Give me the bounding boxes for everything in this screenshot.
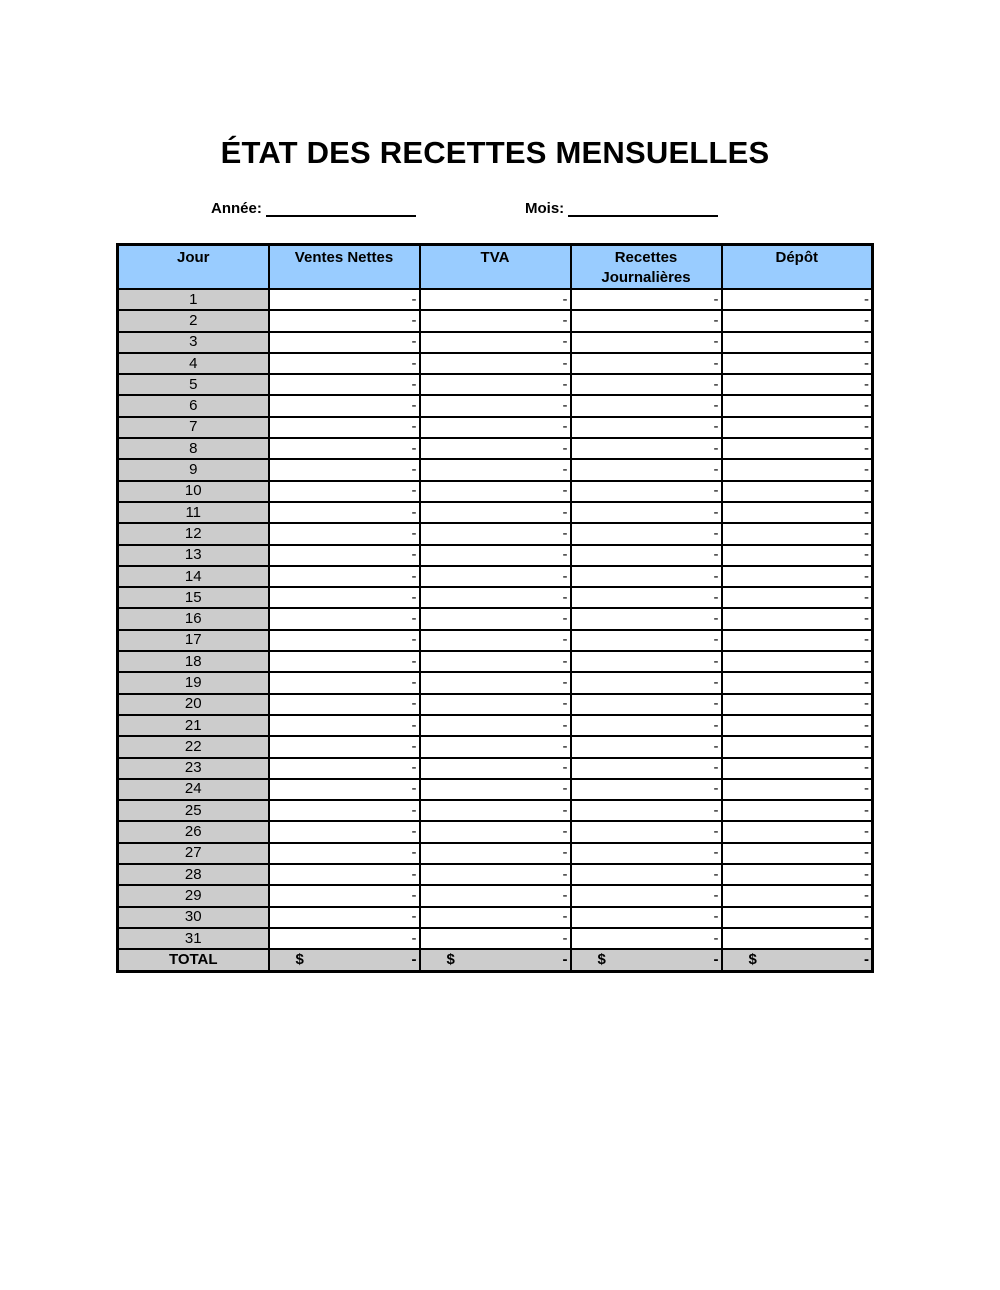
ventes-nettes-cell[interactable]: -	[269, 651, 420, 672]
depot-cell[interactable]: -	[722, 481, 873, 502]
ventes-nettes-cell[interactable]: -	[269, 608, 420, 629]
table-row	[118, 395, 873, 416]
annee-label: Année:	[211, 200, 262, 217]
recettes-journalieres-cell[interactable]: -	[571, 821, 722, 842]
ventes-nettes-cell[interactable]: -	[269, 310, 420, 331]
currency-symbol: $	[446, 951, 455, 969]
recettes-journalieres-cell[interactable]: -	[571, 459, 722, 480]
day-cell: 15	[118, 587, 269, 608]
recettes-journalieres-cell[interactable]: -	[571, 545, 722, 566]
depot-cell[interactable]: -	[722, 715, 873, 736]
day-cell: 17	[118, 630, 269, 651]
table-row	[118, 672, 873, 693]
recettes-journalieres-cell[interactable]: -	[571, 843, 722, 864]
depot-cell[interactable]: -	[722, 332, 873, 353]
table-row	[118, 587, 873, 608]
currency-symbol: $	[748, 951, 757, 969]
recettes-journalieres-cell[interactable]: -	[571, 353, 722, 374]
ventes-nettes-cell[interactable]: -	[269, 523, 420, 544]
tva-cell[interactable]: -	[420, 566, 571, 587]
depot-cell[interactable]: -	[722, 608, 873, 629]
depot-cell[interactable]: -	[722, 630, 873, 651]
recettes-journalieres-cell[interactable]: -	[571, 481, 722, 502]
table-row	[118, 694, 873, 715]
recettes-journalieres-cell[interactable]: -	[571, 310, 722, 331]
tva-cell[interactable]: -	[420, 587, 571, 608]
tva-cell[interactable]: -	[420, 864, 571, 885]
tva-cell[interactable]: -	[420, 736, 571, 757]
day-cell: 23	[118, 758, 269, 779]
tva-cell[interactable]: -	[420, 821, 571, 842]
table-row	[118, 800, 873, 821]
ventes-nettes-cell[interactable]: -	[269, 395, 420, 416]
annee-field	[211, 197, 416, 217]
tva-cell[interactable]: -	[420, 608, 571, 629]
recettes-journalieres-cell[interactable]: -	[571, 438, 722, 459]
ventes-nettes-cell[interactable]: -	[269, 417, 420, 438]
ventes-nettes-cell[interactable]: -	[269, 736, 420, 757]
depot-cell[interactable]: -	[722, 502, 873, 523]
day-cell: 16	[118, 608, 269, 629]
recettes-journalieres-cell[interactable]: -	[571, 715, 722, 736]
day-cell: 29	[118, 885, 269, 906]
table-row	[118, 523, 873, 544]
recettes-journalieres-cell[interactable]: -	[571, 885, 722, 906]
depot-cell[interactable]: -	[722, 864, 873, 885]
tva-cell[interactable]: -	[420, 672, 571, 693]
total-row	[118, 949, 873, 972]
tva-cell[interactable]: -	[420, 651, 571, 672]
total-recettes-journalieres	[571, 949, 722, 972]
table-row	[118, 566, 873, 587]
total-label: TOTAL	[118, 949, 269, 972]
day-cell: 6	[118, 395, 269, 416]
ventes-nettes-cell[interactable]: -	[269, 587, 420, 608]
depot-cell[interactable]: -	[722, 438, 873, 459]
depot-cell[interactable]: -	[722, 395, 873, 416]
day-cell: 22	[118, 736, 269, 757]
day-cell: 7	[118, 417, 269, 438]
depot-cell[interactable]: -	[722, 459, 873, 480]
day-cell: 26	[118, 821, 269, 842]
tva-cell[interactable]: -	[420, 481, 571, 502]
tva-cell[interactable]: -	[420, 374, 571, 395]
day-cell: 19	[118, 672, 269, 693]
depot-cell[interactable]: -	[722, 587, 873, 608]
header-ventes-nettes: Ventes Nettes	[269, 245, 420, 290]
tva-cell[interactable]: -	[420, 907, 571, 928]
depot-cell[interactable]: -	[722, 417, 873, 438]
table-row	[118, 545, 873, 566]
total-ventes-nettes	[269, 949, 420, 972]
depot-cell[interactable]: -	[722, 353, 873, 374]
day-cell: 25	[118, 800, 269, 821]
table-row	[118, 758, 873, 779]
day-cell: 21	[118, 715, 269, 736]
recettes-journalieres-cell[interactable]: -	[571, 864, 722, 885]
tva-cell[interactable]: -	[420, 438, 571, 459]
tva-cell[interactable]: -	[420, 715, 571, 736]
table-row	[118, 715, 873, 736]
depot-cell[interactable]: -	[722, 374, 873, 395]
total-value: -	[411, 951, 417, 969]
recettes-table	[116, 243, 874, 973]
tva-cell[interactable]: -	[420, 289, 571, 310]
currency-symbol: $	[597, 951, 606, 969]
depot-cell[interactable]: -	[722, 779, 873, 800]
ventes-nettes-cell[interactable]: -	[269, 502, 420, 523]
table-row	[118, 310, 873, 331]
depot-cell[interactable]: -	[722, 843, 873, 864]
ventes-nettes-cell[interactable]: -	[269, 545, 420, 566]
ventes-nettes-cell[interactable]: -	[269, 779, 420, 800]
table-row	[118, 885, 873, 906]
recettes-journalieres-cell[interactable]: -	[571, 672, 722, 693]
total-value: -	[864, 951, 869, 969]
header-row	[118, 245, 873, 290]
tva-cell[interactable]: -	[420, 758, 571, 779]
day-cell: 4	[118, 353, 269, 374]
table-row	[118, 630, 873, 651]
day-cell: 5	[118, 374, 269, 395]
ventes-nettes-cell[interactable]: -	[269, 353, 420, 374]
depot-cell[interactable]: -	[722, 545, 873, 566]
day-cell: 2	[118, 310, 269, 331]
day-cell: 10	[118, 481, 269, 502]
table-row	[118, 417, 873, 438]
recettes-journalieres-cell[interactable]: -	[571, 395, 722, 416]
header-depot: Dépôt	[722, 245, 873, 290]
total-depot	[722, 949, 873, 972]
recettes-journalieres-cell[interactable]: -	[571, 289, 722, 310]
ventes-nettes-cell[interactable]: -	[269, 758, 420, 779]
table-row	[118, 289, 873, 310]
ventes-nettes-cell[interactable]: -	[269, 800, 420, 821]
table-row	[118, 459, 873, 480]
depot-cell[interactable]: -	[722, 907, 873, 928]
mois-input-line[interactable]	[568, 197, 718, 217]
tva-cell[interactable]: -	[420, 459, 571, 480]
day-cell: 18	[118, 651, 269, 672]
tva-cell[interactable]: -	[420, 630, 571, 651]
day-cell: 12	[118, 523, 269, 544]
tva-cell[interactable]: -	[420, 779, 571, 800]
day-cell: 9	[118, 459, 269, 480]
table-row	[118, 779, 873, 800]
table-row	[118, 736, 873, 757]
ventes-nettes-cell[interactable]: -	[269, 630, 420, 651]
ventes-nettes-cell[interactable]: -	[269, 332, 420, 353]
depot-cell[interactable]: -	[722, 672, 873, 693]
ventes-nettes-cell[interactable]: -	[269, 566, 420, 587]
tva-cell[interactable]: -	[420, 928, 571, 949]
recettes-journalieres-cell[interactable]: -	[571, 907, 722, 928]
ventes-nettes-cell[interactable]: -	[269, 694, 420, 715]
total-tva	[420, 949, 571, 972]
ventes-nettes-cell[interactable]: -	[269, 715, 420, 736]
day-cell: 14	[118, 566, 269, 587]
ventes-nettes-cell[interactable]: -	[269, 885, 420, 906]
depot-cell[interactable]: -	[722, 821, 873, 842]
depot-cell[interactable]: -	[722, 651, 873, 672]
ventes-nettes-cell[interactable]: -	[269, 864, 420, 885]
recettes-journalieres-cell[interactable]: -	[571, 523, 722, 544]
day-cell: 13	[118, 545, 269, 566]
day-cell: 1	[118, 289, 269, 310]
table-row	[118, 821, 873, 842]
table-row	[118, 374, 873, 395]
day-cell: 8	[118, 438, 269, 459]
recettes-journalieres-cell[interactable]: -	[571, 800, 722, 821]
total-value: -	[562, 951, 568, 969]
ventes-nettes-cell[interactable]: -	[269, 907, 420, 928]
depot-cell[interactable]: -	[722, 566, 873, 587]
annee-input-line[interactable]	[266, 197, 416, 217]
depot-cell[interactable]: -	[722, 736, 873, 757]
header-jour: Jour	[118, 245, 269, 290]
tva-cell[interactable]: -	[420, 843, 571, 864]
table-row	[118, 651, 873, 672]
recettes-journalieres-cell[interactable]: -	[571, 566, 722, 587]
ventes-nettes-cell[interactable]: -	[269, 843, 420, 864]
ventes-nettes-cell[interactable]: -	[269, 374, 420, 395]
depot-cell[interactable]: -	[722, 758, 873, 779]
ventes-nettes-cell[interactable]: -	[269, 928, 420, 949]
table-row	[118, 608, 873, 629]
recettes-journalieres-cell[interactable]: -	[571, 694, 722, 715]
mois-field	[525, 197, 718, 217]
table-row	[118, 481, 873, 502]
ventes-nettes-cell[interactable]: -	[269, 821, 420, 842]
recettes-journalieres-cell[interactable]: -	[571, 736, 722, 757]
table-row	[118, 864, 873, 885]
recettes-journalieres-cell[interactable]: -	[571, 417, 722, 438]
recettes-journalieres-cell[interactable]: -	[571, 608, 722, 629]
day-cell: 3	[118, 332, 269, 353]
mois-label: Mois:	[525, 200, 565, 217]
tva-cell[interactable]: -	[420, 800, 571, 821]
tva-cell[interactable]: -	[420, 523, 571, 544]
recettes-journalieres-cell[interactable]: -	[571, 758, 722, 779]
page-title: ÉTAT DES RECETTES MENSUELLES	[220, 135, 770, 170]
table-row	[118, 843, 873, 864]
table-row	[118, 438, 873, 459]
recettes-journalieres-cell[interactable]: -	[571, 779, 722, 800]
day-cell: 24	[118, 779, 269, 800]
recettes-journalieres-cell[interactable]: -	[571, 332, 722, 353]
ventes-nettes-cell[interactable]: -	[269, 289, 420, 310]
recettes-journalieres-cell[interactable]: -	[571, 587, 722, 608]
table-row	[118, 928, 873, 949]
currency-symbol: $	[295, 951, 304, 969]
day-cell: 11	[118, 502, 269, 523]
recettes-journalieres-cell[interactable]: -	[571, 502, 722, 523]
tva-cell[interactable]: -	[420, 417, 571, 438]
day-cell: 30	[118, 907, 269, 928]
day-cell: 31	[118, 928, 269, 949]
day-cell: 27	[118, 843, 269, 864]
tva-cell[interactable]: -	[420, 545, 571, 566]
ventes-nettes-cell[interactable]: -	[269, 438, 420, 459]
table-row	[118, 907, 873, 928]
tva-cell[interactable]: -	[420, 310, 571, 331]
ventes-nettes-cell[interactable]: -	[269, 672, 420, 693]
ventes-nettes-cell[interactable]: -	[269, 459, 420, 480]
depot-cell[interactable]: -	[722, 928, 873, 949]
tva-cell[interactable]: -	[420, 332, 571, 353]
ventes-nettes-cell[interactable]: -	[269, 481, 420, 502]
day-cell: 20	[118, 694, 269, 715]
depot-cell[interactable]: -	[722, 289, 873, 310]
recettes-journalieres-cell[interactable]: -	[571, 928, 722, 949]
tva-cell[interactable]: -	[420, 885, 571, 906]
total-value: -	[713, 951, 719, 969]
depot-cell[interactable]: -	[722, 694, 873, 715]
table-row	[118, 332, 873, 353]
recettes-journalieres-cell[interactable]: -	[571, 651, 722, 672]
depot-cell[interactable]: -	[722, 800, 873, 821]
header-recettes-journalieres: Recettes Journalières	[571, 245, 722, 290]
header-tva: TVA	[420, 245, 571, 290]
tva-cell[interactable]: -	[420, 694, 571, 715]
recettes-journalieres-cell[interactable]: -	[571, 374, 722, 395]
tva-cell[interactable]: -	[420, 353, 571, 374]
table-row	[118, 353, 873, 374]
tva-cell[interactable]: -	[420, 502, 571, 523]
tva-cell[interactable]: -	[420, 395, 571, 416]
day-cell: 28	[118, 864, 269, 885]
table-row	[118, 502, 873, 523]
depot-cell[interactable]: -	[722, 885, 873, 906]
depot-cell[interactable]: -	[722, 523, 873, 544]
depot-cell[interactable]: -	[722, 310, 873, 331]
recettes-journalieres-cell[interactable]: -	[571, 630, 722, 651]
